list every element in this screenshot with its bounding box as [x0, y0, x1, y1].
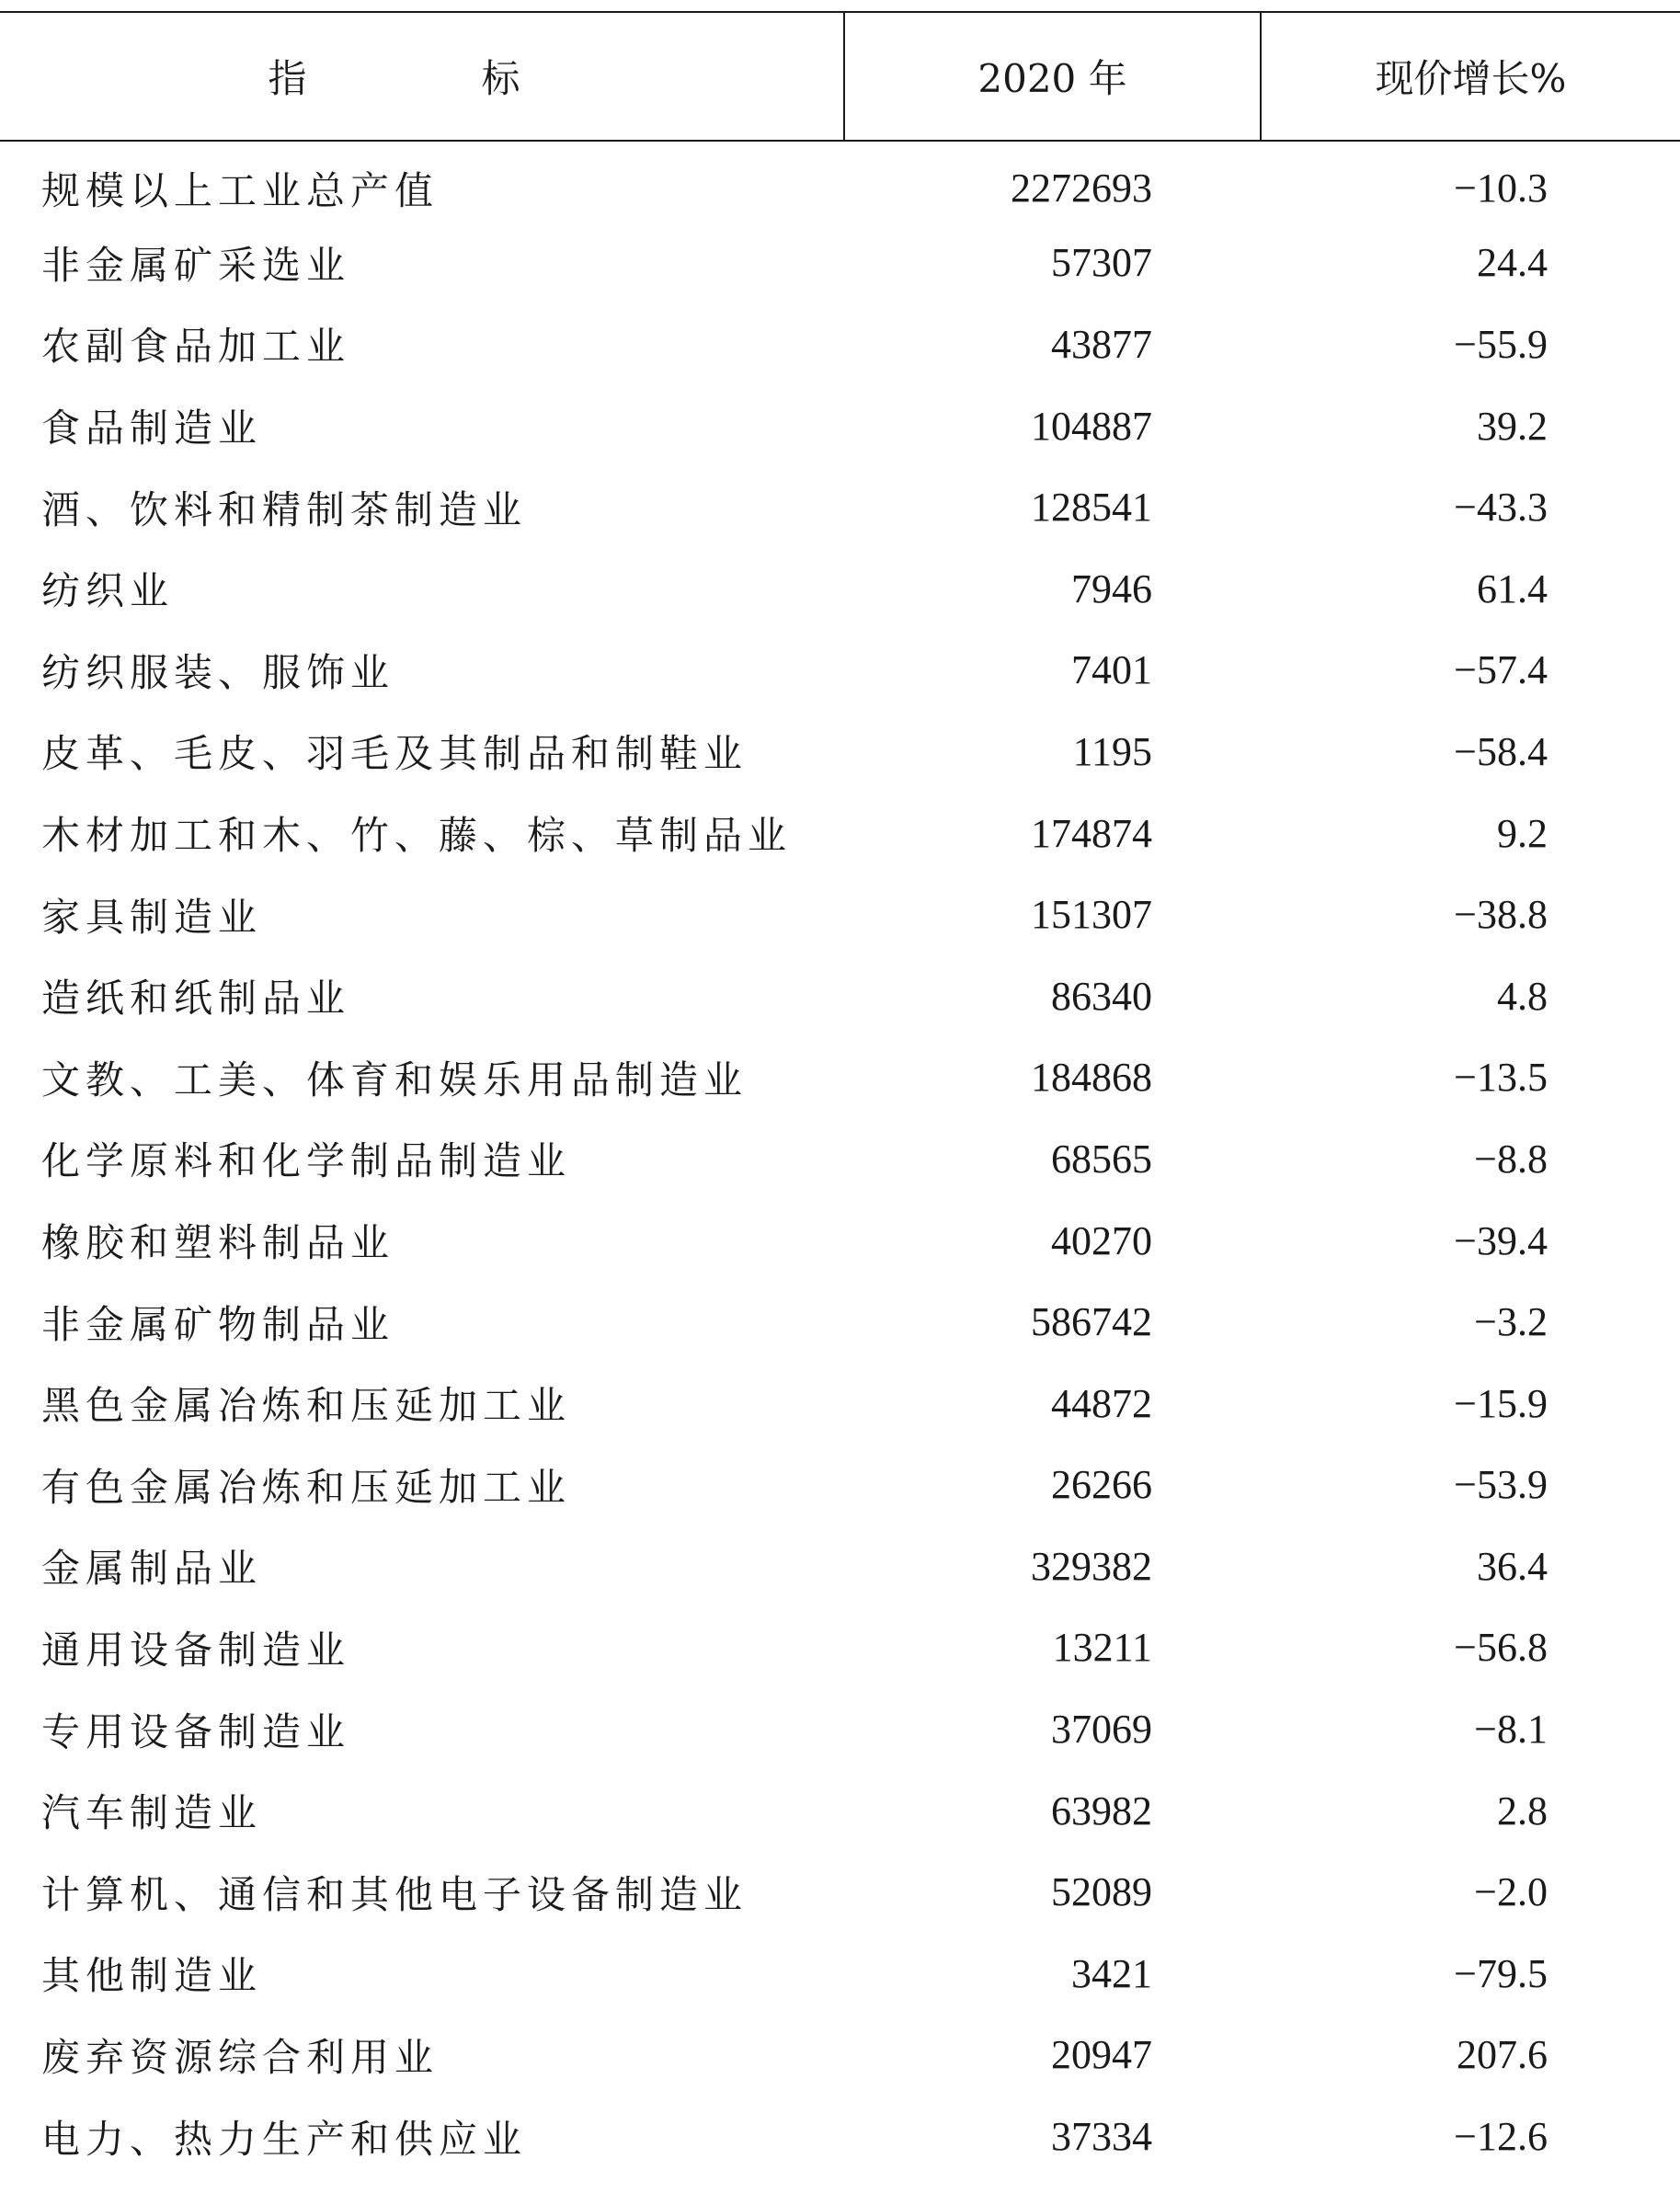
row-value-2020: 68565 [1051, 1136, 1152, 1182]
table-row [0, 711, 1680, 793]
row-value-2020: 13211 [1052, 1625, 1152, 1671]
table-row [0, 1770, 1680, 1852]
table-row [0, 874, 1680, 955]
row-indicator-name: 专用设备制造业 [41, 1708, 351, 1754]
row-value-2020: 43877 [1051, 321, 1152, 367]
table-row [0, 385, 1680, 467]
row-growth-percent: −38.8 [1454, 892, 1548, 938]
row-growth-percent: −15.9 [1454, 1380, 1548, 1426]
row-growth-percent: −8.8 [1474, 1136, 1548, 1182]
row-growth-percent: −2.0 [1474, 1869, 1548, 1915]
row-growth-percent: 207.6 [1457, 2032, 1548, 2078]
row-indicator-name: 金属制品业 [41, 1546, 263, 1592]
row-indicator-name: 废弃资源综合利用业 [41, 2034, 440, 2080]
row-indicator-name: 通用设备制造业 [41, 1627, 351, 1673]
row-indicator-name: 造纸和纸制品业 [41, 976, 351, 1022]
row-indicator-name: 化学原料和化学制品制造业 [41, 1138, 572, 1184]
row-value-2020: 586742 [1031, 1299, 1152, 1345]
table-row [0, 1607, 1680, 1689]
row-value-2020: 86340 [1051, 973, 1152, 1019]
row-indicator-name: 纺织业 [41, 568, 175, 614]
row-value-2020: 7946 [1071, 565, 1152, 611]
row-growth-percent: 39.2 [1477, 403, 1548, 449]
row-growth-percent: −57.4 [1454, 647, 1548, 693]
row-growth-percent: 61.4 [1477, 565, 1548, 611]
row-value-2020: 7401 [1071, 647, 1152, 693]
row-growth-percent: 36.4 [1477, 1543, 1548, 1589]
row-value-2020: 44872 [1051, 1380, 1152, 1426]
row-growth-percent: −58.4 [1454, 728, 1548, 774]
industry-output-table [0, 11, 1680, 2177]
row-indicator-name: 有色金属冶炼和压延加工业 [41, 1464, 572, 1510]
row-growth-percent: −55.9 [1454, 321, 1548, 367]
row-value-2020: 40270 [1051, 1217, 1152, 1263]
row-indicator-name: 食品制造业 [41, 405, 263, 451]
row-growth-percent: −12.6 [1454, 2114, 1548, 2160]
row-value-2020: 2272693 [1011, 166, 1152, 211]
row-indicator-name: 非金属矿采选业 [41, 242, 351, 288]
row-value-2020: 3421 [1071, 1950, 1152, 1996]
header-year: 2020 年 [844, 12, 1261, 141]
row-indicator-name: 木材加工和木、竹、藤、棕、草制品业 [41, 813, 793, 859]
table-row [0, 1037, 1680, 1119]
row-growth-percent: −8.1 [1474, 1707, 1548, 1753]
row-value-2020: 1195 [1072, 728, 1152, 774]
row-growth-percent: −56.8 [1454, 1625, 1548, 1671]
row-indicator-name: 其他制造业 [41, 1953, 263, 1999]
row-value-2020: 20947 [1051, 2032, 1152, 2078]
row-value-2020: 184868 [1031, 1055, 1152, 1101]
row-growth-percent: −53.9 [1454, 1462, 1548, 1508]
row-growth-percent: −79.5 [1454, 1950, 1548, 1996]
table-row [0, 466, 1680, 548]
row-value-2020: 329382 [1031, 1543, 1152, 1589]
table-row [0, 223, 1680, 304]
row-indicator-name: 汽车制造业 [41, 1790, 263, 1836]
row-indicator-name: 农副食品加工业 [41, 324, 351, 370]
row-indicator-name: 黑色金属冶炼和压延加工业 [41, 1383, 572, 1429]
table-row [0, 1281, 1680, 1363]
table-row [0, 1445, 1680, 1526]
table-row [0, 1525, 1680, 1607]
row-indicator-name: 电力、热力生产和供应业 [41, 2116, 528, 2162]
row-indicator-name: 纺织服装、服饰业 [41, 649, 395, 695]
row-indicator-name: 规模以上工业总产值 [41, 167, 440, 213]
table-body [0, 141, 1680, 2177]
header-indicator-label: 指标 [268, 56, 695, 101]
table-row [0, 548, 1680, 630]
table-row [0, 630, 1680, 712]
industry-output-table-container [0, 11, 1680, 2177]
row-indicator-name: 酒、饮料和精制茶制造业 [41, 486, 528, 532]
row-indicator-name: 非金属矿物制品业 [41, 1301, 395, 1347]
table-row [0, 955, 1680, 1037]
row-growth-percent: −3.2 [1474, 1299, 1548, 1345]
row-growth-percent: 2.8 [1497, 1788, 1548, 1833]
table-row [0, 1363, 1680, 1445]
row-indicator-name: 文教、工美、体育和娱乐用品制造业 [41, 1057, 749, 1102]
table-row [0, 1688, 1680, 1770]
table-header [0, 12, 1680, 141]
table-row [0, 1118, 1680, 1200]
row-indicator-name: 家具制造业 [41, 894, 263, 940]
table-row [0, 1200, 1680, 1282]
row-value-2020: 151307 [1031, 892, 1152, 938]
header-growth: 现价增长% [1261, 12, 1680, 141]
row-growth-percent: −13.5 [1454, 1055, 1548, 1101]
row-value-2020: 63982 [1051, 1788, 1152, 1833]
row-growth-percent: −43.3 [1454, 485, 1548, 531]
row-value-2020: 174874 [1031, 810, 1152, 856]
row-indicator-name: 橡胶和塑料制品业 [41, 1220, 395, 1266]
table-row [0, 303, 1680, 385]
row-value-2020: 57307 [1051, 240, 1152, 286]
row-value-2020: 104887 [1031, 403, 1152, 449]
row-growth-percent: −39.4 [1454, 1217, 1548, 1263]
row-indicator-name: 计算机、通信和其他电子设备制造业 [41, 1871, 749, 1917]
row-indicator-name: 皮革、毛皮、羽毛及其制品和制鞋业 [41, 731, 749, 777]
table-row [0, 1851, 1680, 1933]
header-row [0, 12, 1680, 141]
row-growth-percent: −10.3 [1454, 166, 1548, 211]
table-row [0, 2015, 1680, 2096]
row-value-2020: 128541 [1031, 485, 1152, 531]
table-row [0, 793, 1680, 874]
row-growth-percent: 9.2 [1497, 810, 1548, 856]
row-growth-percent: 4.8 [1497, 973, 1548, 1019]
row-value-2020: 37069 [1051, 1707, 1152, 1753]
table-row [0, 1933, 1680, 2015]
row-value-2020: 52089 [1051, 1869, 1152, 1915]
row-growth-percent: 24.4 [1477, 240, 1548, 286]
table-row [0, 2096, 1680, 2177]
header-indicator [0, 12, 844, 141]
table-row [0, 141, 1680, 223]
row-value-2020: 26266 [1051, 1462, 1152, 1508]
row-value-2020: 37334 [1051, 2114, 1152, 2160]
